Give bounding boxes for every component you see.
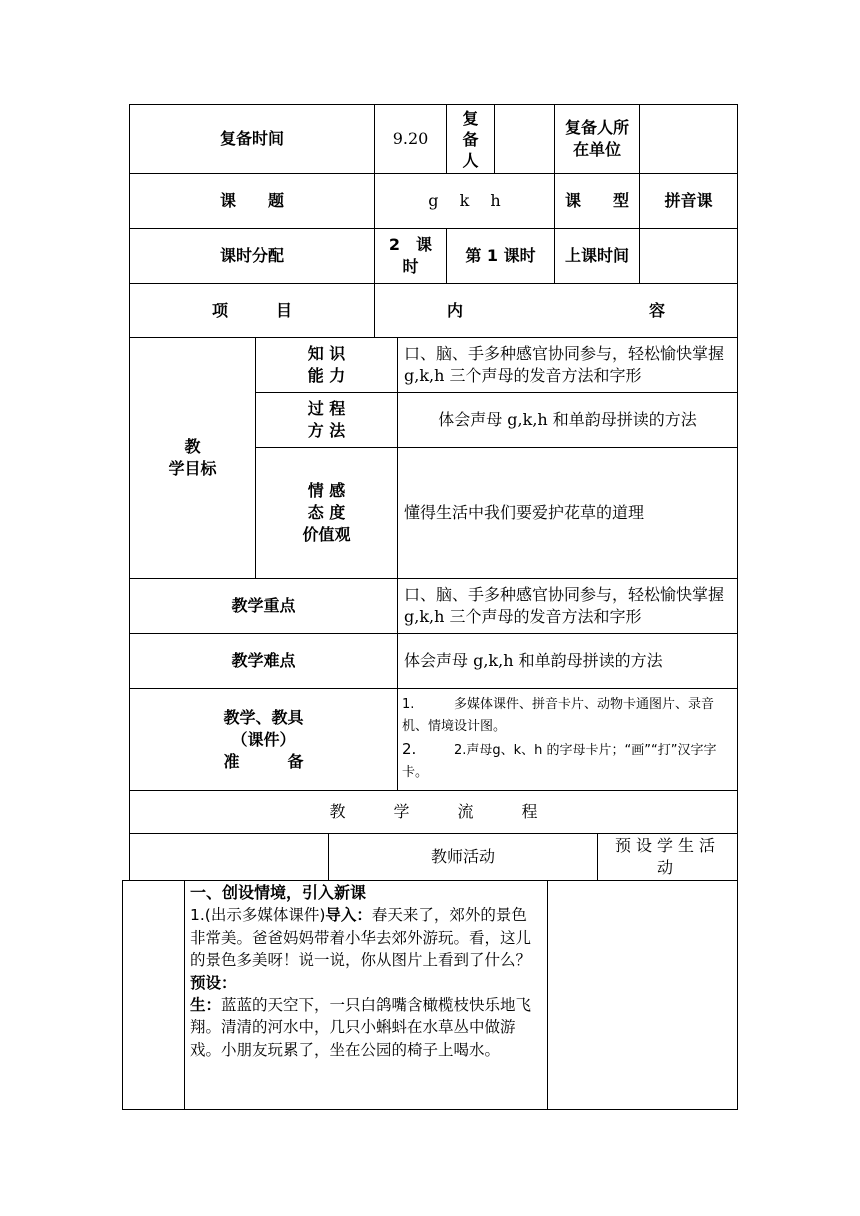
process-label-line2: 方 法 [307, 421, 346, 440]
student-activity-header: 预设学生活动 [614, 836, 720, 877]
prep-label [130, 689, 397, 790]
hours-label: 课时分配 [219, 246, 284, 265]
key-text: 口、脑、手多种感官协同参与，轻松愉快掌握 g,k,h 三个声母的发音方法和字形 [404, 585, 725, 626]
process-label-line1: 过 程 [307, 399, 346, 418]
prep-item-1 [402, 694, 732, 738]
knowledge-label-line1: 知 识 [307, 344, 346, 363]
review-time-value: 9.20 [392, 129, 429, 148]
flow-title: 教 学 流 程 [329, 802, 538, 821]
student-prefix: 生： [190, 996, 222, 1015]
intro-text: 春天来了，郊外的景色非常美。爸爸妈妈带着小华去郊外游玩。看，这儿的景色多美呀！说一说，你从图片上看到了什么？ [190, 906, 532, 970]
emotion-label-line2: 态 度 [307, 503, 346, 522]
review-time-label: 复备时间 [219, 129, 284, 148]
prep-label-line3: 准 备 [223, 751, 304, 771]
class-time-label: 上课时间 [564, 246, 629, 265]
type-label: 课 型 [564, 191, 629, 210]
emotion-text: 懂得生活中我们要爱护花草的道理 [404, 503, 645, 522]
process-label [256, 393, 397, 447]
prep-item-1-text: 多媒体课件、拼音卡片、动物卡通图片、录音机、情境设计图。 [402, 697, 715, 734]
reviewer-value [495, 105, 554, 173]
knowledge-label [256, 338, 397, 392]
type-value: 拼音课 [664, 191, 713, 210]
prep-item-2 [402, 738, 732, 784]
prep-item-2-number: 2. [402, 740, 417, 758]
section-heading: 一、创设情境，引入新课 [190, 883, 367, 902]
hours-value: 2 课时 [388, 235, 433, 276]
difficult-label: 教学难点 [231, 651, 296, 670]
session-value: 第 1 课时 [465, 246, 536, 265]
difficult-text: 体会声母 g,k,h 和单韵母拼读的方法 [404, 651, 663, 670]
prep-item-2-text: 2.声母g、k、h 的字母卡片；“画”“打”汉字字卡。 [402, 743, 717, 780]
topic-value: g k h [428, 191, 501, 210]
class-time-value [640, 229, 737, 283]
student-answer [190, 994, 540, 1061]
reviewer-unit-value [640, 105, 737, 173]
prep-label-line2: （课件） [231, 729, 296, 749]
content-header-1: 内 [446, 300, 463, 320]
reviewer-unit-label: 复备人所在单位 [565, 118, 630, 159]
knowledge-label-line2: 能 力 [307, 366, 346, 385]
prep-label-line1: 教学、教具 [223, 707, 304, 727]
prep-item-1-number: 1. [402, 697, 415, 712]
goals-label [130, 338, 255, 578]
content-header-2: 容 [648, 300, 665, 320]
emotion-label [256, 448, 397, 578]
prep-list [402, 694, 732, 784]
teacher-activity-header: 教师活动 [430, 847, 495, 866]
emotion-label-line3: 价值观 [302, 525, 351, 544]
intro-bold-label: 导入： [325, 906, 372, 925]
intro-prefix: 1.(出示多媒体课件) [190, 906, 326, 925]
topic-label: 课 题 [219, 191, 284, 210]
intro-paragraph [190, 904, 540, 971]
goals-label-line2: 学目标 [168, 459, 217, 478]
item-header: 项 目 [211, 300, 292, 320]
student-answer-text: 蓝蓝的天空下，一只白鸽嘴含橄榄枝快乐地飞翔。清清的河水中，几只小蝌蚪在水草丛中做游戏。小朋友玩累了，坐在公园的椅子上喝水。 [190, 996, 532, 1059]
emotion-label-line1: 情 感 [307, 481, 346, 500]
key-label: 教学重点 [231, 596, 296, 615]
knowledge-text: 口、脑、手多种感官协同参与，轻松愉快掌握 g,k,h 三个声母的发音方法和字形 [404, 344, 725, 385]
teacher-activity-content [190, 882, 540, 1061]
reviewer-label: 复备人 [462, 108, 479, 170]
goals-label-line1: 教 [184, 437, 201, 456]
preset-label: 预设： [190, 973, 237, 992]
process-text: 体会声母 g,k,h 和单韵母拼读的方法 [438, 410, 697, 429]
